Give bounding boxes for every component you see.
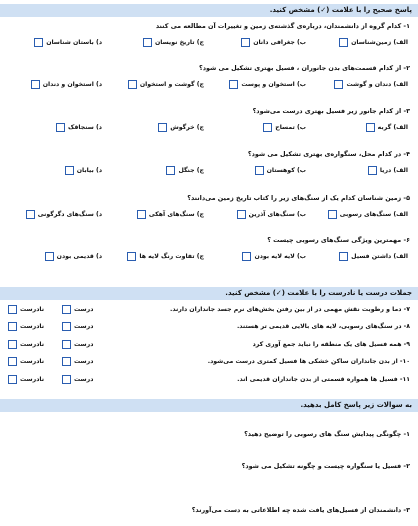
answer-option[interactable]: [237, 210, 306, 219]
option-checkbox[interactable]: [339, 252, 348, 261]
options-row: [4, 210, 414, 222]
true-label: درست: [74, 323, 94, 330]
answer-option[interactable]: [128, 80, 204, 89]
option-label: الف) زمین‌شناسان: [351, 39, 408, 46]
option-checkbox[interactable]: [339, 38, 348, 47]
statement-row: [4, 322, 414, 334]
option-checkbox[interactable]: [237, 210, 246, 219]
false-option[interactable]: [8, 357, 44, 366]
answer-option[interactable]: [263, 123, 306, 132]
option-label: د) استخوان و دندان: [42, 81, 102, 88]
option-label: الف) داشتن فسیل: [351, 253, 408, 260]
options-row: [4, 123, 414, 135]
false-option[interactable]: [8, 322, 44, 331]
true-label: درست: [74, 306, 94, 313]
option-checkbox[interactable]: [56, 123, 65, 132]
option-label: الف) دندان و گوشت: [346, 81, 408, 88]
true-checkbox[interactable]: [62, 305, 71, 314]
option-label: ج) خرگوش: [170, 124, 204, 131]
option-label: د) باستان شناسان: [46, 39, 102, 46]
option-checkbox[interactable]: [158, 123, 167, 132]
question-text: ۵- زمین شناسان کدام یک از سنگ‌های زیر را کتاب تاریخ زمین می‌دانند؟: [187, 194, 410, 202]
option-label: د) سنگ‌های دگرگونی: [37, 211, 102, 218]
option-label: د) سنجاقک: [68, 124, 102, 131]
false-label: نادرست: [20, 323, 45, 330]
option-label: ج) جنگل: [178, 167, 204, 174]
option-checkbox[interactable]: [334, 80, 343, 89]
option-checkbox[interactable]: [242, 252, 251, 261]
option-label: الف) دریا: [379, 167, 408, 174]
options-row: [4, 80, 414, 92]
question-text: ۲- از کدام قسمت‌های بدن جانوران ، فسیل بهتری تشکیل می شود؟: [198, 64, 410, 72]
false-option[interactable]: [8, 305, 44, 314]
option-label: ب) تمساح: [275, 124, 306, 131]
false-checkbox[interactable]: [8, 340, 17, 349]
option-label: ج) تاریخ نویسان: [154, 39, 204, 46]
true-checkbox[interactable]: [62, 322, 71, 331]
option-checkbox[interactable]: [366, 123, 375, 132]
answer-option[interactable]: [242, 252, 306, 261]
option-checkbox[interactable]: [166, 166, 175, 175]
option-label: ب) کوهستان: [266, 167, 306, 174]
option-label: ب) جغرافی دانان: [253, 39, 306, 46]
option-checkbox[interactable]: [127, 252, 136, 261]
true-checkbox[interactable]: [62, 357, 71, 366]
option-label: د) قدیمی بودن: [56, 253, 102, 260]
answer-option[interactable]: [45, 252, 102, 261]
option-checkbox[interactable]: [26, 210, 35, 219]
option-checkbox[interactable]: [241, 38, 250, 47]
option-label: ب) استخوان و پوست: [241, 81, 306, 88]
statement-row: [4, 340, 414, 352]
options-row: [4, 38, 414, 50]
true-label: درست: [74, 376, 94, 383]
option-label: ب) لایه لایه بودن: [254, 253, 306, 260]
false-checkbox[interactable]: [8, 357, 17, 366]
section3-header: به سوالات زیر پاسخ کامل بدهید.: [0, 399, 418, 412]
answer-option[interactable]: [158, 123, 204, 132]
false-label: نادرست: [20, 358, 45, 365]
answer-option[interactable]: [255, 166, 306, 175]
answer-option[interactable]: [143, 38, 204, 47]
section1-header: پاسخ صحیح را با علامت (✓) مشخص کنید.: [0, 4, 418, 17]
option-checkbox[interactable]: [65, 166, 74, 175]
statement-row: [4, 357, 414, 369]
false-label: نادرست: [20, 376, 45, 383]
statement-text: ۱۰- از بدن جانداران ساکن خشکی ها فسیل کمتری درست می‌شود.: [207, 358, 410, 365]
statement-row: [4, 305, 414, 317]
option-checkbox[interactable]: [229, 80, 238, 89]
option-checkbox[interactable]: [368, 166, 377, 175]
options-row: [4, 252, 414, 264]
true-checkbox[interactable]: [62, 340, 71, 349]
answer-question: ۳- دانشمندان از فسیل‌های یافت شده چه اطلاعاتی به دست می‌آورند؟: [191, 506, 410, 514]
answer-option[interactable]: [241, 38, 306, 47]
statement-row: [4, 375, 414, 387]
true-checkbox[interactable]: [62, 375, 71, 384]
option-label: د) بیابان: [76, 167, 102, 174]
true-option[interactable]: [62, 375, 93, 384]
true-label: درست: [74, 341, 94, 348]
answer-option[interactable]: [31, 80, 102, 89]
question-text: ۱- کدام گروه از دانشمندان، درباره‌ی گذشته‌ی زمین و تغییرات آن مطالعه می کنند: [155, 22, 410, 30]
answer-option[interactable]: [127, 252, 204, 261]
option-label: ج) تفاوت رنگ لایه ها: [139, 253, 204, 260]
answer-option[interactable]: [339, 38, 408, 47]
false-label: نادرست: [20, 341, 45, 348]
option-checkbox[interactable]: [263, 123, 272, 132]
section2-header: جملات درست یا نادرست را با علامت (✓) مشخص کنید.: [0, 287, 418, 300]
question-text: ۶- مهمترین ویژگی سنگ‌های رسوبی چیست ؟: [267, 236, 410, 244]
true-option[interactable]: [62, 305, 93, 314]
answer-option[interactable]: [339, 252, 408, 261]
option-checkbox[interactable]: [328, 210, 337, 219]
statement-text: ۱۱- فسیل ها همواره قسمتی از بدن جانداران قدیمی اند.: [237, 376, 410, 383]
statement-text: ۷- دما و رطوبت نقش مهمی در از بین رفتن بخش‌های نرم جسد جانداران دارند.: [170, 306, 410, 313]
option-label: الف) سنگ‌های رسوبی: [339, 211, 408, 218]
option-label: الف) گربه: [377, 124, 408, 131]
true-option[interactable]: [62, 340, 93, 349]
answer-question: ۱- چگونگی پیدایش سنگ های رسوبی را توضیح دهید؟: [244, 430, 410, 438]
option-checkbox[interactable]: [137, 210, 146, 219]
question-text: ۳- از کدام جانور زیر فسیل بهتری درست می‌شود؟: [252, 107, 410, 115]
false-checkbox[interactable]: [8, 322, 17, 331]
false-checkbox[interactable]: [8, 375, 17, 384]
option-label: ب) سنگ‌های آذرین: [248, 211, 306, 218]
answer-option[interactable]: [65, 166, 102, 175]
answer-option[interactable]: [328, 210, 408, 219]
true-label: درست: [74, 358, 94, 365]
option-checkbox[interactable]: [143, 38, 152, 47]
question-text: ۴- در کدام محل، سنگواره‌ی بهتری تشکیل می شود؟: [247, 150, 410, 158]
option-checkbox[interactable]: [34, 38, 43, 47]
false-option[interactable]: [8, 340, 44, 349]
option-checkbox[interactable]: [31, 80, 40, 89]
option-checkbox[interactable]: [255, 166, 264, 175]
false-checkbox[interactable]: [8, 305, 17, 314]
false-label: نادرست: [20, 306, 45, 313]
false-option[interactable]: [8, 375, 44, 384]
answer-option[interactable]: [137, 210, 204, 219]
answer-option[interactable]: [368, 166, 408, 175]
answer-option[interactable]: [366, 123, 408, 132]
answer-option[interactable]: [26, 210, 102, 219]
answer-question: ۲- فسیل یا سنگواره چیست و چگونه تشکیل می شود؟: [241, 462, 410, 470]
statement-text: ۸- در سنگ‌های رسوبی، لایه های بالایی قدیمی تر هستند.: [236, 323, 410, 330]
answer-option[interactable]: [229, 80, 306, 89]
answer-option[interactable]: [34, 38, 102, 47]
options-row: [4, 166, 414, 178]
answer-option[interactable]: [334, 80, 408, 89]
answer-option[interactable]: [166, 166, 204, 175]
option-checkbox[interactable]: [45, 252, 54, 261]
option-checkbox[interactable]: [128, 80, 137, 89]
statement-text: ۹- همه فسیل های یک منطقه را نباید جمع آوری کرد: [252, 341, 410, 348]
answer-option[interactable]: [56, 123, 102, 132]
option-label: ج) سنگ‌های آهکی: [148, 211, 204, 218]
option-label: ج) گوشت و استخوان: [139, 81, 204, 88]
true-option[interactable]: [62, 322, 93, 331]
true-option[interactable]: [62, 357, 93, 366]
